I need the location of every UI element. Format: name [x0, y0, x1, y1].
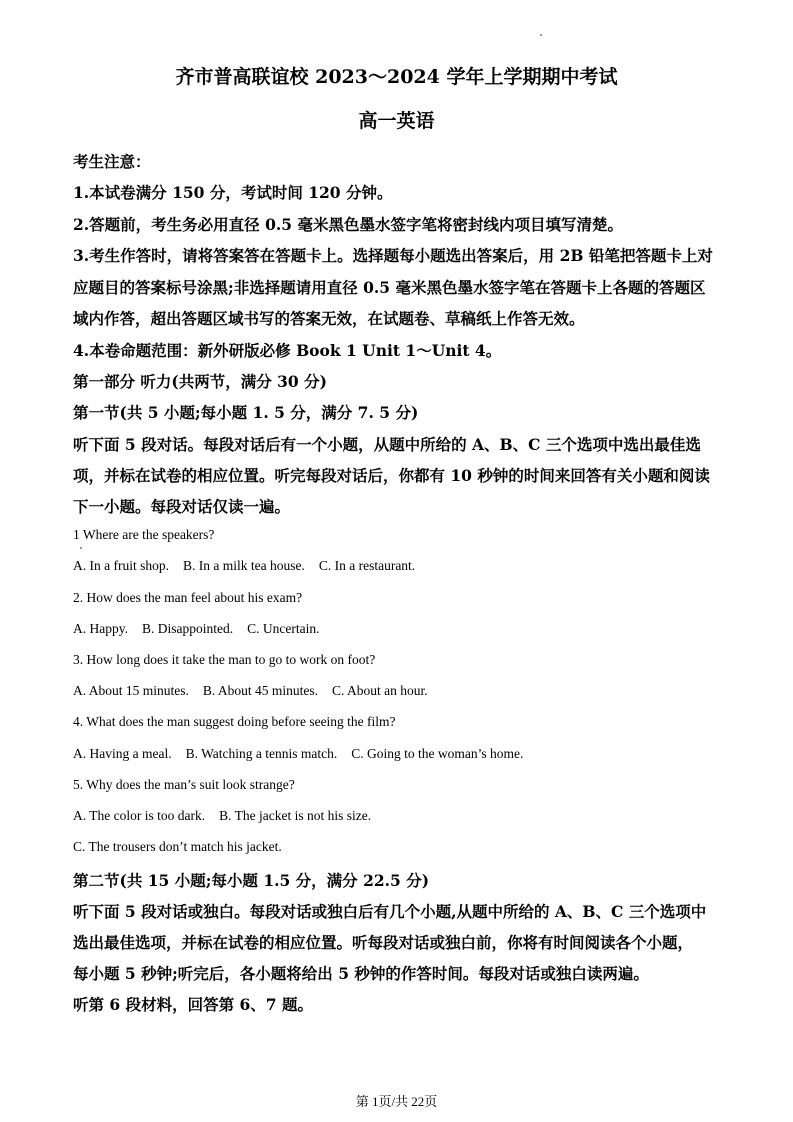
material-instruction: 听第 6 段材料，回答第 6、7 题。	[73, 995, 313, 1014]
question-options	[73, 808, 385, 824]
section-instruction: 听下面 5 段对话或独白。每段对话或独白后有几个小题,从题中所给的 A、B、C 三个选项中	[73, 902, 707, 921]
question-options	[73, 621, 333, 637]
option-c: C. Uncertain.	[247, 621, 320, 636]
notice-item: 应题目的答案标号涂黑;非选择题请用直径 0.5 毫米黑色墨水签字笔在答题卡上各题的答题区	[73, 278, 706, 297]
option-a: A. About 15 minutes.	[73, 683, 189, 698]
section-instruction: 每小题 5 秒钟;听完后，各小题将给出 5 秒钟的作答时间。每段对话或独白读两遍。	[73, 964, 649, 983]
section-instruction: 下一小题。每段对话仅读一遍。	[73, 497, 291, 516]
notice-item: 1.本试卷满分 150 分，考试时间 120 分钟。	[73, 183, 393, 202]
question-stem: 5. Why does the man’s suit look strange?	[73, 777, 295, 792]
question-stem: 3. How long does it take the man to go to work on foot?	[73, 652, 376, 667]
section-instruction: 项，并标在试卷的相应位置。听完每段对话后，你都有 10 秒钟的时间来回答有关小题和阅读	[73, 466, 710, 485]
question-options	[73, 746, 537, 762]
option-a: A. The color is too dark.	[73, 808, 206, 823]
page-number: 第 1页/共 22页	[355, 1094, 438, 1109]
option-a: A. Having a meal.	[73, 746, 172, 761]
section-heading: 第一节(共 5 小题;每小题 1. 5 分，满分 7. 5 分)	[73, 403, 419, 422]
option-b: B. The jacket is not his size.	[219, 808, 372, 823]
notice-item: 域内作答，超出答题区域书写的答案无效，在试题卷、草稿纸上作答无效。	[73, 309, 585, 328]
option-a: A. In a fruit shop.	[73, 558, 169, 573]
option-c: C. Going to the woman’s home.	[351, 746, 524, 761]
notice-item: 3.考生作答时，请将答案答在答题卡上。选择题每小题选出答案后，用 2B 铅笔把答题卡上对	[73, 246, 713, 265]
option-c: C. About an hour.	[332, 683, 428, 698]
exam-title: 齐市普高联谊校 2023～2024 学年上学期期中考试	[175, 66, 618, 88]
question-stem: 4. What does the man suggest doing before seeing the film?	[73, 714, 396, 729]
question-stem: 1 Where are the speakers?	[73, 527, 215, 542]
section-instruction: 选出最佳选项，并标在试卷的相应位置。听每段对话或独白前，你将有时间阅读各个小题，	[73, 933, 694, 952]
notice-heading: 考生注意：	[73, 152, 151, 171]
scan-dot	[80, 547, 82, 549]
option-b: B. In a milk tea house.	[182, 558, 305, 573]
option-a: A. Happy.	[73, 621, 128, 636]
option-b: B. Watching a tennis match.	[185, 746, 338, 761]
notice-item: 4.本卷命题范围：新外研版必修 Book 1 Unit 1～Unit 4。	[73, 341, 502, 360]
question-options	[73, 683, 442, 699]
section-heading: 第二节(共 15 小题;每小题 1.5 分，满分 22.5 分)	[73, 871, 430, 890]
question-options	[73, 558, 429, 574]
option-c: C. The trousers don’t match his jacket.	[73, 839, 282, 854]
question-stem: 2. How does the man feel about his exam?	[73, 590, 303, 605]
option-c: C. In a restaurant.	[318, 558, 416, 573]
exam-subject: 高一英语	[358, 110, 435, 132]
scan-dot	[540, 34, 542, 36]
part-heading: 第一部分 听力(共两节，满分 30 分)	[73, 372, 327, 391]
option-b: B. About 45 minutes.	[202, 683, 319, 698]
notice-item: 2.答题前，考生务必用直径 0.5 毫米黑色墨水签字笔将密封线内项目填写清楚。	[73, 215, 623, 234]
option-b: B. Disappointed.	[142, 621, 234, 636]
section-instruction: 听下面 5 段对话。每段对话后有一个小题，从题中所给的 A、B、C 三个选项中选出最佳选	[73, 435, 701, 454]
